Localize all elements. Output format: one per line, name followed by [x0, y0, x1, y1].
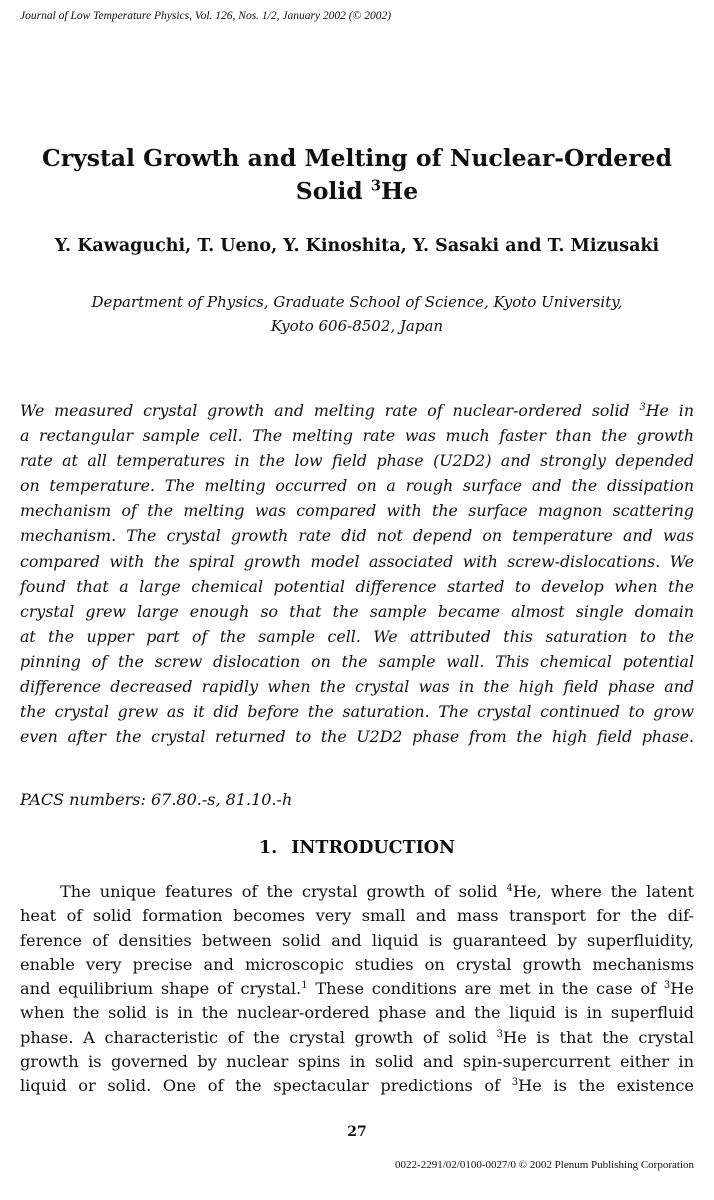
page-number: 27 [347, 1124, 367, 1140]
isotope-superscript: 3 [370, 177, 382, 195]
copyright-footer: 0022-2291/02/0100-0027/0 © 2002 Plenum Publishing Corporation [395, 1159, 694, 1171]
abstract-line [20, 398, 694, 423]
pacs-numbers: PACS numbers: 67.80.-s, 81.10.-h [20, 790, 293, 809]
intro-line: enable very precise and microscopic studies on crystal growth mechanisms [20, 954, 694, 974]
isotope-superscript: 3 [663, 980, 671, 992]
title-line-2 [0, 175, 714, 208]
citation-superscript: 1 [301, 980, 308, 992]
abstract-line: pinning of the screw dislocation on the sample wall. This chemical potential [20, 651, 694, 671]
intro-text: The unique features of the crystal growth of solid [60, 882, 498, 901]
intro-text: He [670, 979, 694, 999]
abstract-line: rate at all temperatures in the low field phase (U2D2) and strongly depended [20, 451, 694, 471]
abstract [20, 398, 694, 749]
abstract-line: crystal grew large enough so that the sample became almost single domain [20, 601, 694, 621]
abstract-line: found that a large chemical potential difference started to develop when the [20, 576, 694, 596]
abstract-line: mechanism of the melting was compared with the surface magnon scattering [20, 501, 694, 521]
intro-line [20, 880, 694, 904]
abstract-text: He in [645, 401, 694, 420]
abstract-line: a rectangular sample cell. The melting rate was much faster than the growth [20, 426, 694, 446]
intro-text: phase. A characteristic of the crystal growth of solid [20, 1027, 487, 1047]
isotope-superscript: 3 [496, 1028, 504, 1040]
abstract-line: even after the crystal returned to the U2D2 phase from the high field phase. [20, 727, 694, 747]
abstract-line: mechanism. The crystal growth rate did not depend on temperature and was [20, 526, 694, 546]
intro-line: growth is governed by nuclear spins in solid and spin-supercurrent either in [20, 1052, 694, 1072]
intro-text: These conditions are met in the case of [307, 979, 657, 999]
intro-line [20, 977, 694, 1001]
abstract-line: the crystal grew as it did before the saturation. The crystal continued to grow [20, 702, 694, 722]
intro-line [20, 1074, 694, 1098]
isotope-superscript: 3 [511, 1077, 519, 1089]
abstract-line: compared with the spiral growth model associated with screw-dislocations. We [20, 551, 694, 571]
isotope-superscript: 4 [506, 882, 513, 894]
affiliation-line-1: Department of Physics, Graduate School of Science, Kyoto University, [91, 293, 623, 311]
title-text: Solid [295, 177, 371, 205]
intro-line [20, 1026, 694, 1050]
intro-text: and equilibrium shape of crystal. [20, 979, 302, 999]
intro-text: He is the existence [518, 1076, 694, 1096]
title-text: He [381, 177, 419, 205]
section-number: 1. [258, 838, 278, 858]
intro-text: liquid or solid. One of the spectacular predictions of [20, 1076, 501, 1096]
paper-title [0, 142, 714, 208]
section-title: INTRODUCTION [291, 838, 456, 858]
affiliation [0, 290, 714, 338]
intro-line: ference of densities between solid and liquid is guaranteed by superfluidity, [20, 930, 694, 950]
section-heading [0, 838, 714, 858]
introduction-body [20, 880, 694, 1099]
intro-line: heat of solid formation becomes very small and mass transport for the dif- [20, 906, 694, 926]
abstract-text: We measured crystal growth and melting rate of nuclear-ordered solid [20, 401, 630, 420]
isotope-superscript: 3 [639, 402, 646, 414]
intro-text: He is that the crystal [503, 1027, 694, 1047]
affiliation-line-2: Kyoto 606-8502, Japan [270, 317, 444, 335]
journal-header: Journal of Low Temperature Physics, Vol. 126, Nos. 1/2, January 2002 (© 2002) [20, 10, 392, 22]
abstract-line: on temperature. The melting occurred on a rough surface and the dissipation [20, 476, 694, 496]
abstract-line: at the upper part of the sample cell. We attributed this saturation to the [20, 626, 694, 646]
author-list: Y. Kawaguchi, T. Ueno, Y. Kinoshita, Y. Sasaki and T. Mizusaki [54, 236, 660, 256]
abstract-line: difference decreased rapidly when the crystal was in the high field phase and [20, 677, 694, 697]
intro-line: when the solid is in the nuclear-ordered phase and the liquid is in superfluid [20, 1003, 694, 1023]
intro-text: He, where the latent [512, 882, 695, 901]
title-line-1: Crystal Growth and Melting of Nuclear-Ordered [41, 144, 672, 172]
